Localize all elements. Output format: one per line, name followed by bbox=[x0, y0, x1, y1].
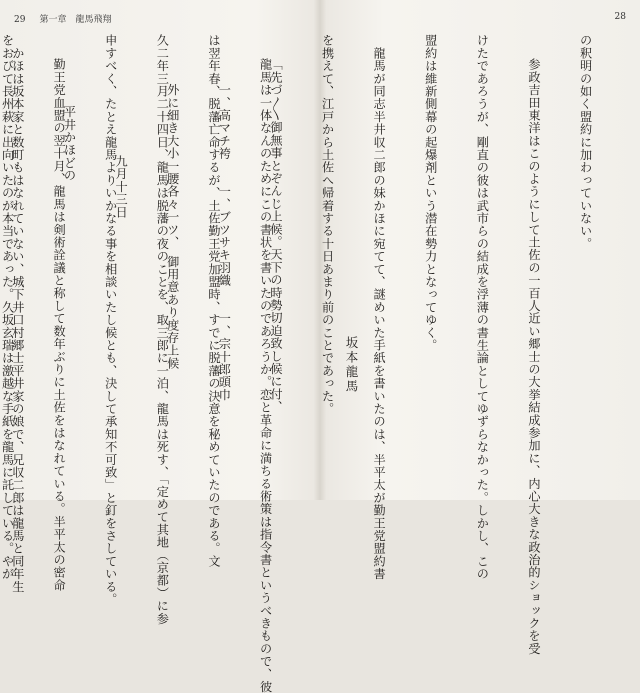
text-line: をおびて長州萩に出向いたのが本当であった。久坂玄瑞は激越な手紙を龍馬に託している。やが bbox=[0, 34, 15, 581]
letter-line: 外に細き大小一腰各々一ツ、 御用意あり度存上候 bbox=[165, 58, 180, 370]
letter-date: 九月十三日 bbox=[114, 104, 129, 219]
text-line: けたであろうが、剛直の彼は武市らの結成を浮薄の書生論としてゆずらなかった。しかし、この bbox=[475, 34, 490, 581]
text-line: 申すべく、たとえ龍馬よりいかなる事を相談いたし候とも、決して承知不可致」と釘をさしている。 bbox=[103, 34, 118, 606]
text-line: 参政吉田東洋はこのようにして土佐の一百人近い郷士の大挙結成参加に、内心大きな政治的ショックを受 bbox=[526, 58, 541, 655]
text-line: は翌年春、脱藩亡命するが、土佐勤王党加盟時、すでに脱藩の決意を秘めていたのである。文 bbox=[206, 34, 221, 568]
text-line: 龍馬は一体なんのためにこの書状を書いたのであろうか。恋と革命に満ちる術策は指令書というべきもので、彼 bbox=[258, 58, 273, 693]
right-body-text bbox=[0, 34, 628, 693]
text-line: 龍馬が同志半井収二郎の妹かほに宛てて、謎めいた手紙を書いたのは、半平太が勤王党盟約書 bbox=[372, 34, 387, 581]
left-running-head: 第一章 龍馬飛翔 bbox=[39, 15, 112, 25]
text-line: 盟約は維新側幕の起爆剤という潜在勢力となってゆく。 bbox=[423, 34, 438, 352]
left-page-number: 29 bbox=[14, 15, 26, 25]
left-page-header bbox=[14, 12, 111, 25]
letter-line: 一、高マチ袴 一、ブツサキ羽織 一、宗十郎頭巾 bbox=[217, 58, 232, 401]
letter-line: 「先づ〳〵御無事とぞんじ上候。天下の時勢切迫致し候に付、 bbox=[268, 58, 283, 414]
letter-signature: 坂本龍馬 bbox=[344, 336, 359, 394]
letter-addressee: 平井かほどの bbox=[62, 80, 77, 182]
text-line: 久二年三月二十四日、龍馬は脱藩の夜のことを、取三郎に一泊、龍馬は死す、「定めて其地（京都）に参 bbox=[155, 34, 170, 625]
text-line: 勤王党血盟の翌十月、龍馬は剣術詮議と称して数年ぶりに土佐をはなれている。半平太の密命 bbox=[52, 58, 67, 592]
text-line: の釈明の如く盟約に加わっていない。 bbox=[578, 34, 593, 250]
text-line: かほは坂本家と数町もはなれていない、城下井口村郷士平井家の娘で、兄収二郎は龍馬と同年生 bbox=[10, 34, 25, 593]
text-line: を携えて、江戸から土佐へ帰着する十日あまり前のことであった。 bbox=[320, 34, 335, 415]
right-page-number: 28 bbox=[614, 12, 626, 22]
